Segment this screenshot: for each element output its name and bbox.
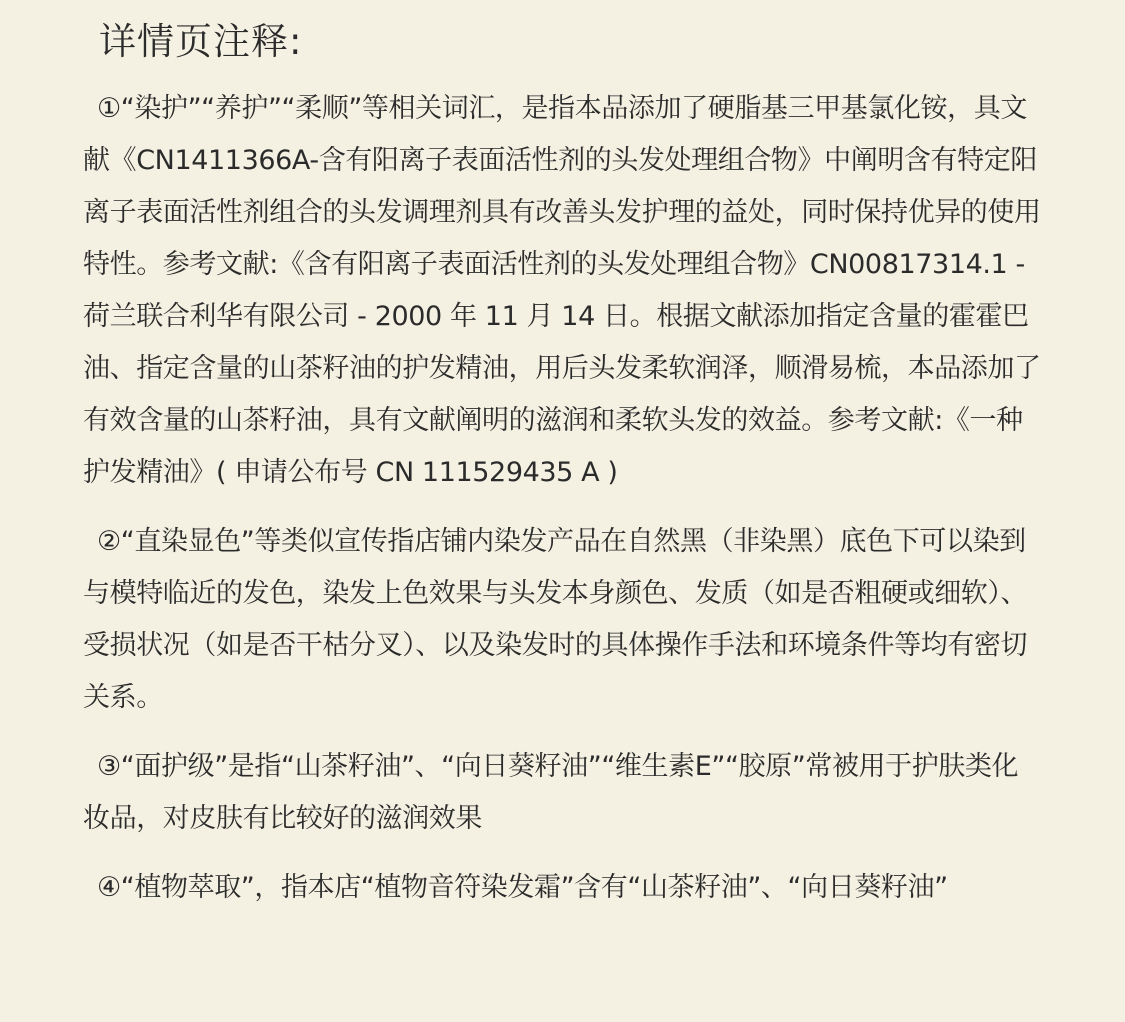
note-item-1: ①“染护”“养护”“柔顺”等相关词汇，是指本品添加了硬脂基三甲基氯化铵，具文献《CN1411366A-含有阳离子表面活性剂的头发处理组合物》中阐明含有特定阳离子表面活性剂组合的头发调理剂具有改善头发护理的益处，同时保持优异的使用特性。参考文献:《含有阳离子表面活性剂的头发处理组合物》CN00817314.1 - 荷兰联合利华有限公司 - 2000 年 11 月 14 日。根据文献添加指定含量的霍霍巴油、指定含量的山茶籽油的护发精油，用后头发柔软润泽，顺滑易梳，本品添加了有效含量的山茶籽油，具有文献阐明的滋润和柔软头发的效益。参考文献:《一种护发精油》( 申请公布号 CN 111529435 A ) <box>83 93 1041 488</box>
notes-list <box>83 83 1041 914</box>
note-item-4: ④“植物萃取”，指本店“植物音符染发霜”含有“山茶籽油”、“向日葵籽油” <box>97 872 948 903</box>
page-title: 详情页注释: <box>99 20 303 63</box>
note-item-2: ②“直染显色”等类似宣传指店铺内染发产品在自然黑（非染黑）底色下可以染到与模特临近的发色，染发上色效果与头发本身颜色、发质（如是否粗硬或细软）、受损状况（如是否干枯分叉）、以及染发时的具体操作手法和环境条件等均有密切关系。 <box>83 526 1028 713</box>
note-item-3: ③“面护级”是指“山茶籽油”、“向日葵籽油”“维生素E”“胶原”常被用于护肤类化妆品，对皮肤有比较好的滋润效果 <box>83 751 1019 834</box>
